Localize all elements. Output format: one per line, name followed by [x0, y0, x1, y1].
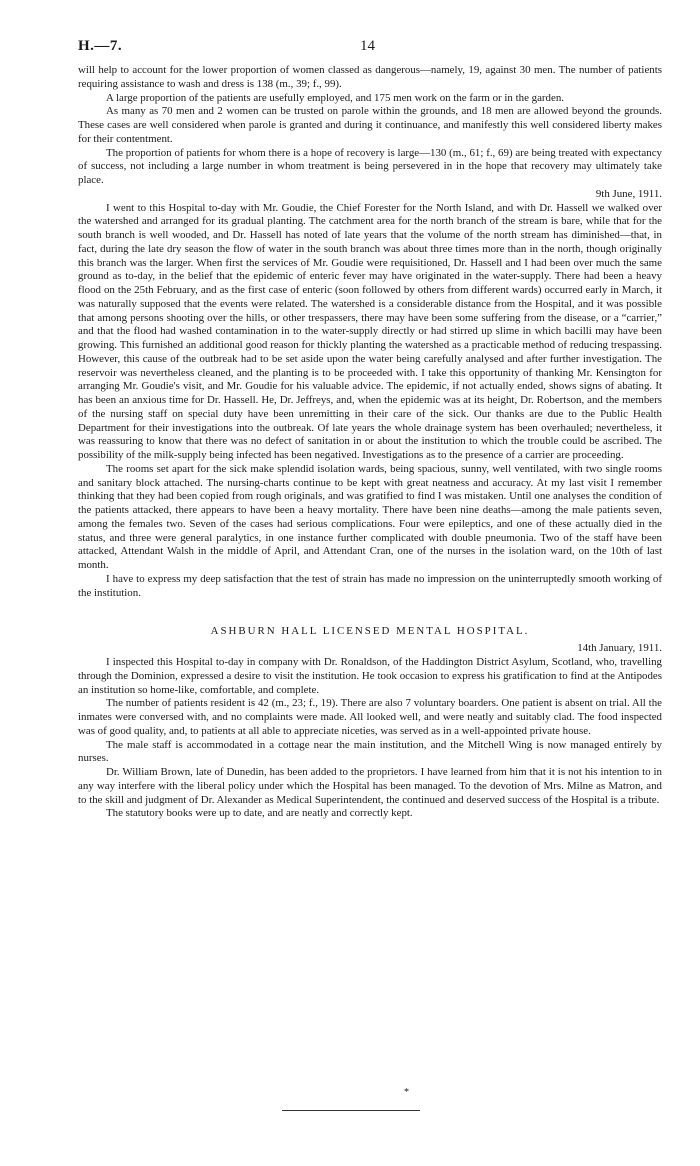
document-page [78, 38, 662, 821]
paragraph: I inspected this Hospital to-day in company with Dr. Ronaldson, of the Haddington District Asylum, Scotland, who, travelling through the Dominion, expressed a desire to visit the institution. He took occasion to express his gratification to find at the Antipodes an institution so home-like, comfortable, and complete. [78, 656, 662, 696]
paragraph: Dr. William Brown, late of Dunedin, has been added to the proprietors. I have learned from him that it is not his intention to in any way interfere with the liberal policy under which the Hospital has been managed. To the devotion of Mrs. Milne as Matron, and to the skill and judgment of Dr. Alexander as Medical Superintendent, the continued and deserved success of the Hospital is a tribute. [78, 766, 662, 806]
paragraph: I have to express my deep satisfaction that the test of strain has made no impression on the uninterruptedly smooth working of the institution. [78, 572, 662, 599]
paragraph: The number of patients resident is 42 (m., 23; f., 19). There are also 7 voluntary boarders. One patient is absent on trial. All the inmates were conversed with, and no complaints were made. All looked well, and were neatly and suitably clad. The food inspected was of good quality, and, to patients at all able to appreciate niceties, was served as in a well-appointed private house. [78, 697, 662, 737]
paragraph: The male staff is accommodated in a cottage near the main institution, and the Mitchell Wing is now managed entirely by nurses. [78, 738, 662, 765]
paragraph: The statutory books were up to date, and are neatly and correctly kept. [106, 807, 413, 820]
entry-date: 9th June, 1911. [595, 187, 662, 200]
paragraph: A large proportion of the patients are usefully employed, and 175 men work on the farm or in the garden. [106, 91, 564, 104]
page-header [78, 38, 662, 64]
report-body [78, 64, 662, 821]
paragraph: I went to this Hospital to-day with Mr. Goudie, the Chief Forester for the North Island, and with Dr. Hassell we walked over the watershed and arranged for its gradual planting. The catchment area for the north branch of the stream is bare, while that for the south branch is well wooded, and Dr. Hassell has noted of late years that the volume of the north stream has diminished—that, in fact, during the late dry season the flow of water in the south branch was about three times more than in the north, though originally this branch was the larger. When first the services of Mr. Goudie were requisitioned, Dr. Hassell and I had been over much the same ground as to-day, in the belief that the epidemic of enteric fever may have originated in the water-supply. There had been a heavy flood on the 25th February, and as the first case of enteric (soon followed by others from different wards) occurred early in March, it was naturally supposed that the events were related. The watershed is a considerable distance from the Hospital, and it was possible that among persons shooting over the hills, or other trespassers, there may have been some suffering from the disease, or a “carrier,” and that the flood had washed contamination in to the water-supply directly or had stirred up slime in which bacilli may have been growing. This furnished an additional good reason for thickly planting the watershed as a practicable method of reducing trespassing. However, this cause of the outbreak had to be set aside upon the water being carefully analysed and after further investigation. The reservoir was nevertheless cleaned, and the planting is to be proceeded with. I take this opportunity of thanking Mr. Kensington for arranging Mr. Goudie's visit, and Mr. Goudie for his valuable advice. The epidemic, if not actually ended, shows signs of abating. It has been an anxious time for Dr. Hassell. He, Dr. Jeffreys, and, when the epidemic was at its height, Dr. Robertson, and the members of the nursing staff on special duty have been unremitting in their care of the sick. Our thanks are due to the Public Health Department for their investigations into the outbreak. Of late years the whole drainage system has been overhauled; nevertheless, it was reassuring to know that there was no defect of sanitation in or about the institution to which the trouble could be ascribed. The possibility of the milk-supply being infected has been negatived. Investigations as to the presence of a carrier are proceeding. [78, 201, 662, 461]
paragraph: As many as 70 men and 2 women can be trusted on parole within the grounds, and 18 men are allowed beyond the grounds. These cases are well considered when parole is granted and during it continuance, and manifestly this well considered liberty makes for their contentment. [78, 105, 662, 145]
page-number: 14 [360, 38, 375, 54]
section-heading: ASHBURN HALL LICENSED MENTAL HOSPITAL. [210, 625, 530, 638]
paragraph: The proportion of patients for whom there is a hope of recovery is large—130 (m., 61; f., 69) are being treated with expectancy of success, not including a large number in whom treatment is being persevered in in the hope that recovery may ultimately take place. [78, 146, 662, 186]
paragraph: will help to account for the lower proportion of women classed as dangerous—namely, 19, against 30 men. The number of patients requiring assistance to wash and dress is 138 (m., 39; f., 99). [78, 64, 662, 90]
paragraph: The rooms set apart for the sick make splendid isolation wards, being spacious, sunny, well ventilated, with two single rooms and sanitary block attached. The nursing-charts continue to be kept with great neatness and accuracy. At my last visit I remember thinking that they had been copied from rough originals, and was gratified to find I was mistaken. Until one analyses the condition of the patients attacked, there appears to have been a heavy mortality. There have been nine deaths—among the male patients seven, among the females two. Seven of the cases had serious complications. Four were epileptics, and one of these actually died in the status, and three were general paralytics, in one instance further complicated with double pneumonia. Two of the staff have been attacked, Attendant Walsh in the middle of April, and Attendant Cran, one of the nurses in the isolation ward, on the 10th of last month. [78, 462, 662, 571]
closing-rule [282, 1110, 420, 1111]
printer-mark: * [404, 1087, 409, 1098]
entry-date: 14th January, 1911. [577, 642, 662, 655]
document-code: H.—7. [78, 38, 123, 54]
